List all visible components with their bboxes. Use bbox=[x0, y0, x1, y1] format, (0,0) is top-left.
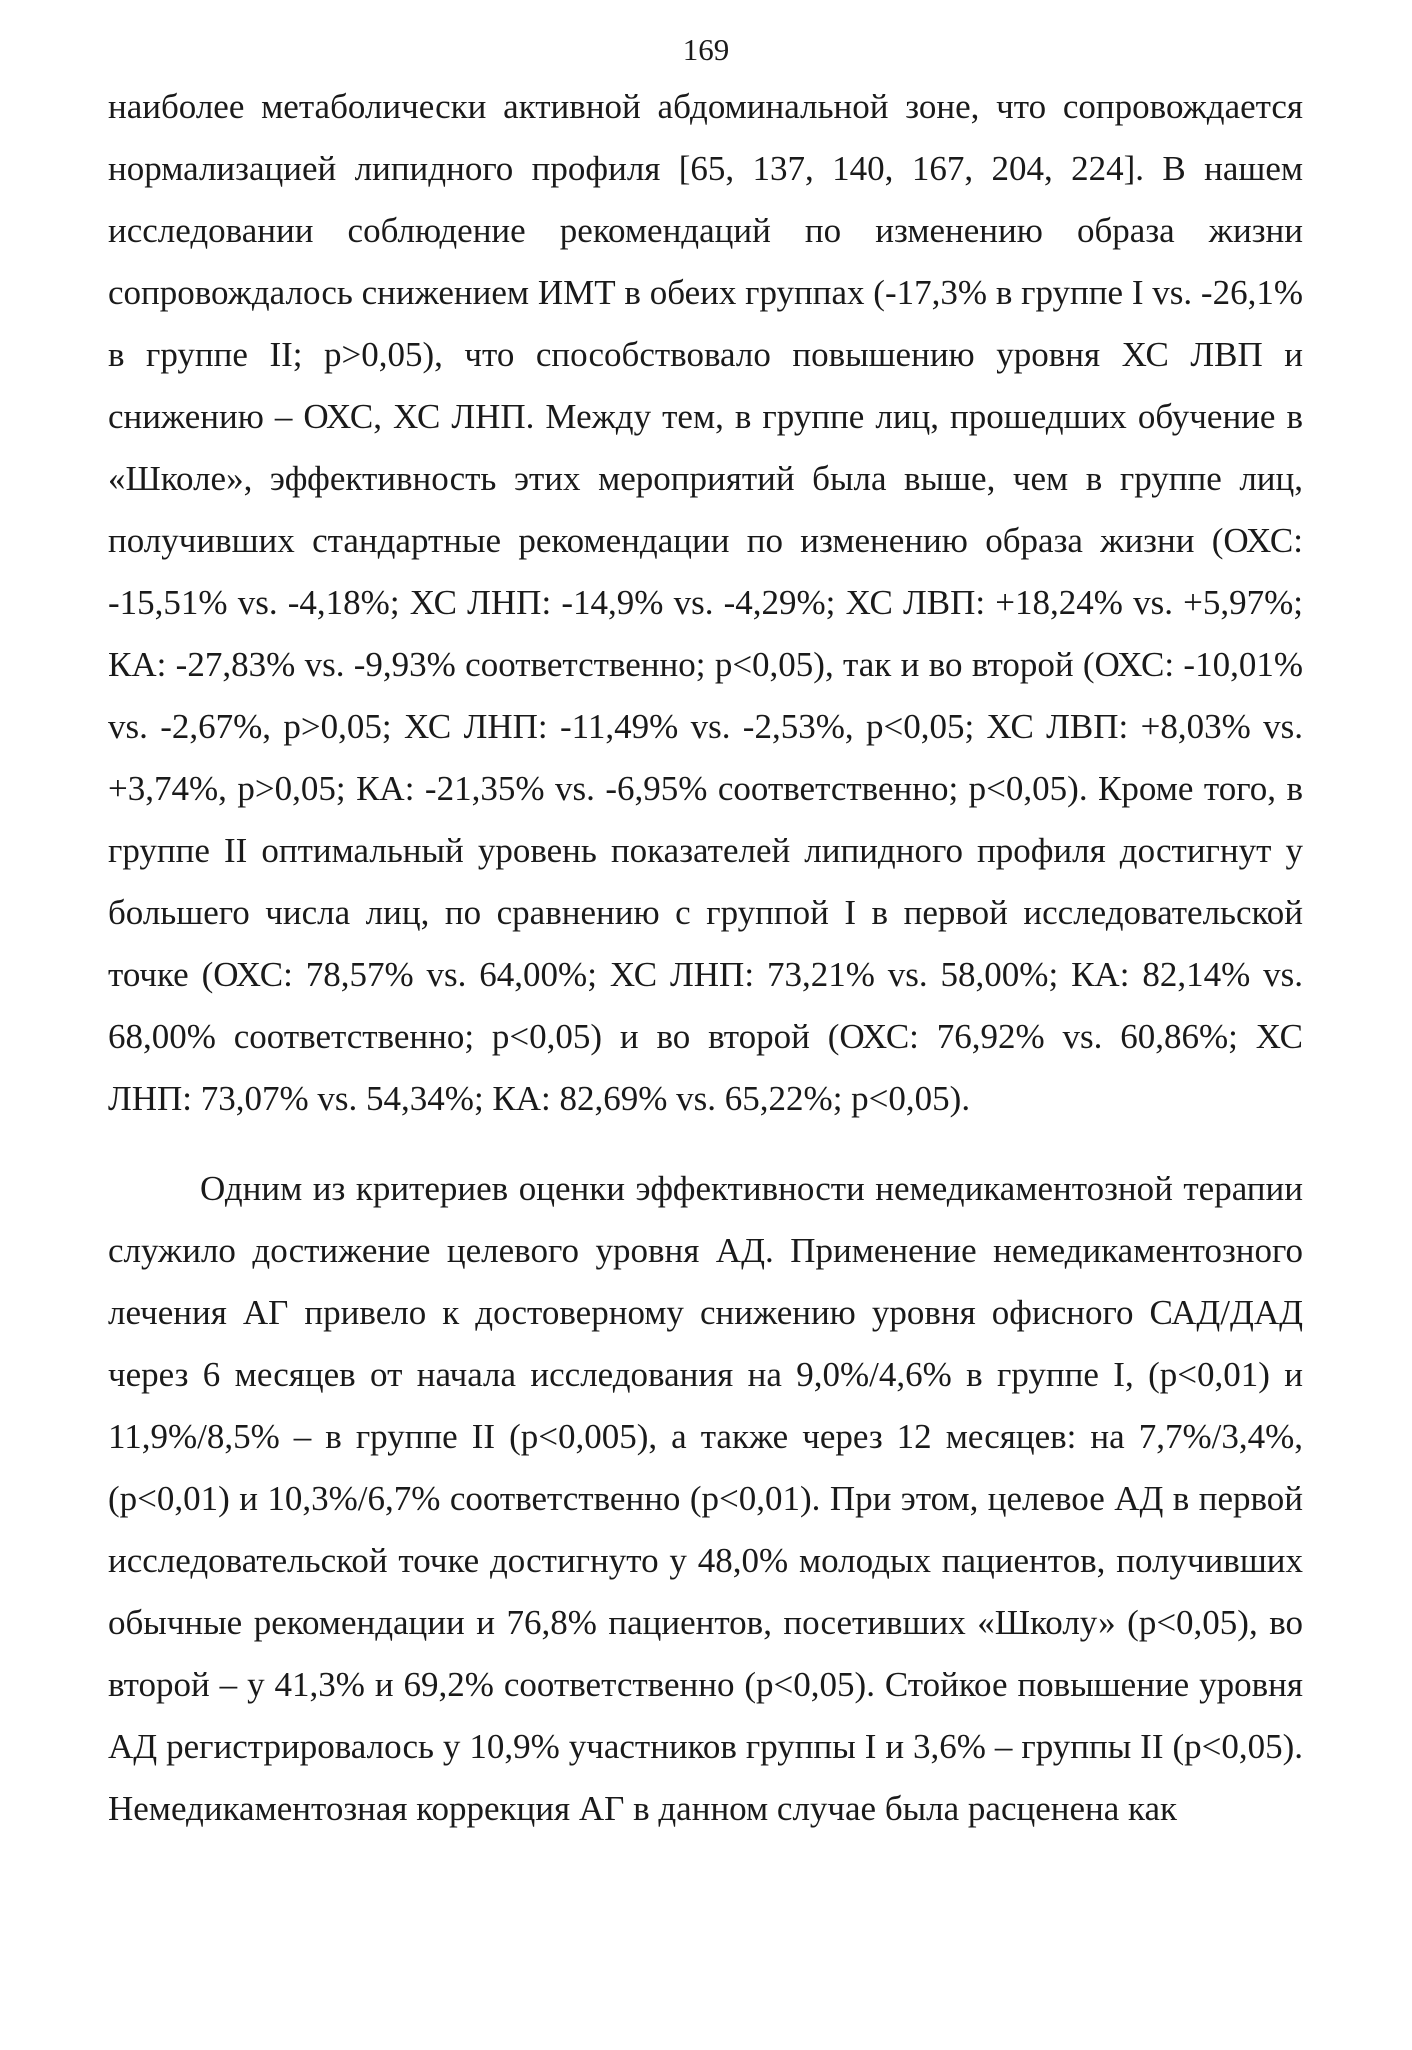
body-text bbox=[108, 76, 1303, 1840]
paragraph-lipid-profile: наиболее метаболически активной абдоминальной зоне, что сопровождается нормализацией липидного профиля [65, 137, 140, 167, 204, 224]. В нашем исследовании соблюдение рекомендаций по изменению образа жизни сопровождалось снижением ИМТ в обеих группах (-17,3% в группе I vs. -26,1% в группе II; p>0,05), что способствовало повышению уровня ХС ЛВП и снижению – ОХС, ХС ЛНП. Между тем, в группе лиц, прошедших обучение в «Школе», эффективность этих мероприятий была выше, чем в группе лиц, получивших стандартные рекомендации по изменению образа жизни (ОХС: -15,51% vs. -4,18%; ХС ЛНП: -14,9% vs. -4,29%; ХС ЛВП: +18,24% vs. +5,97%; КА: -27,83% vs. -9,93% соответственно; p<0,05), так и во второй (ОХС: -10,01% vs. -2,67%, p>0,05; ХС ЛНП: -11,49% vs. -2,53%, p<0,05; ХС ЛВП: +8,03% vs. +3,74%, p>0,05; КА: -21,35% vs. -6,95% соответственно; p<0,05). Кроме того, в группе II оптимальный уровень показателей липидного профиля достигнут у большего числа лиц, по сравнению с группой I в первой исследовательской точке (ОХС: 78,57% vs. 64,00%; ХС ЛНП: 73,21% vs. 58,00%; КА: 82,14% vs. 68,00% соответственно; p<0,05) и во второй (ОХС: 76,92% vs. 60,86%; ХС ЛНП: 73,07% vs. 54,34%; КА: 82,69% vs. 65,22%; p<0,05). bbox=[108, 87, 1303, 1118]
paragraph-blood-pressure: Одним из критериев оценки эффективности немедикаментозной терапии служило достижение целевого уровня АД. Применение немедикаментозного лечения АГ привело к достоверному снижению уровня офисного САД/ДАД через 6 месяцев от начала исследования на 9,0%/4,6% в группе I, (p<0,01) и 11,9%/8,5% – в группе II (p<0,005), а также через 12 месяцев: на 7,7%/3,4%, (p<0,01) и 10,3%/6,7% соответственно (p<0,01). При этом, целевое АД в первой исследовательской точке достигнуто у 48,0% молодых пациентов, получивших обычные рекомендации и 76,8% пациентов, посетивших «Школу» (p<0,05), во второй – у 41,3% и 69,2% соответственно (p<0,05). Стойкое повышение уровня АД регистрировалось у 10,9% участников группы I и 3,6% – группы II (p<0,05). Немедикаментозная коррекция АГ в данном случае была расценена как bbox=[108, 1169, 1303, 1828]
page-number: 169 bbox=[682, 32, 730, 67]
paragraph-gap bbox=[108, 1130, 1303, 1158]
